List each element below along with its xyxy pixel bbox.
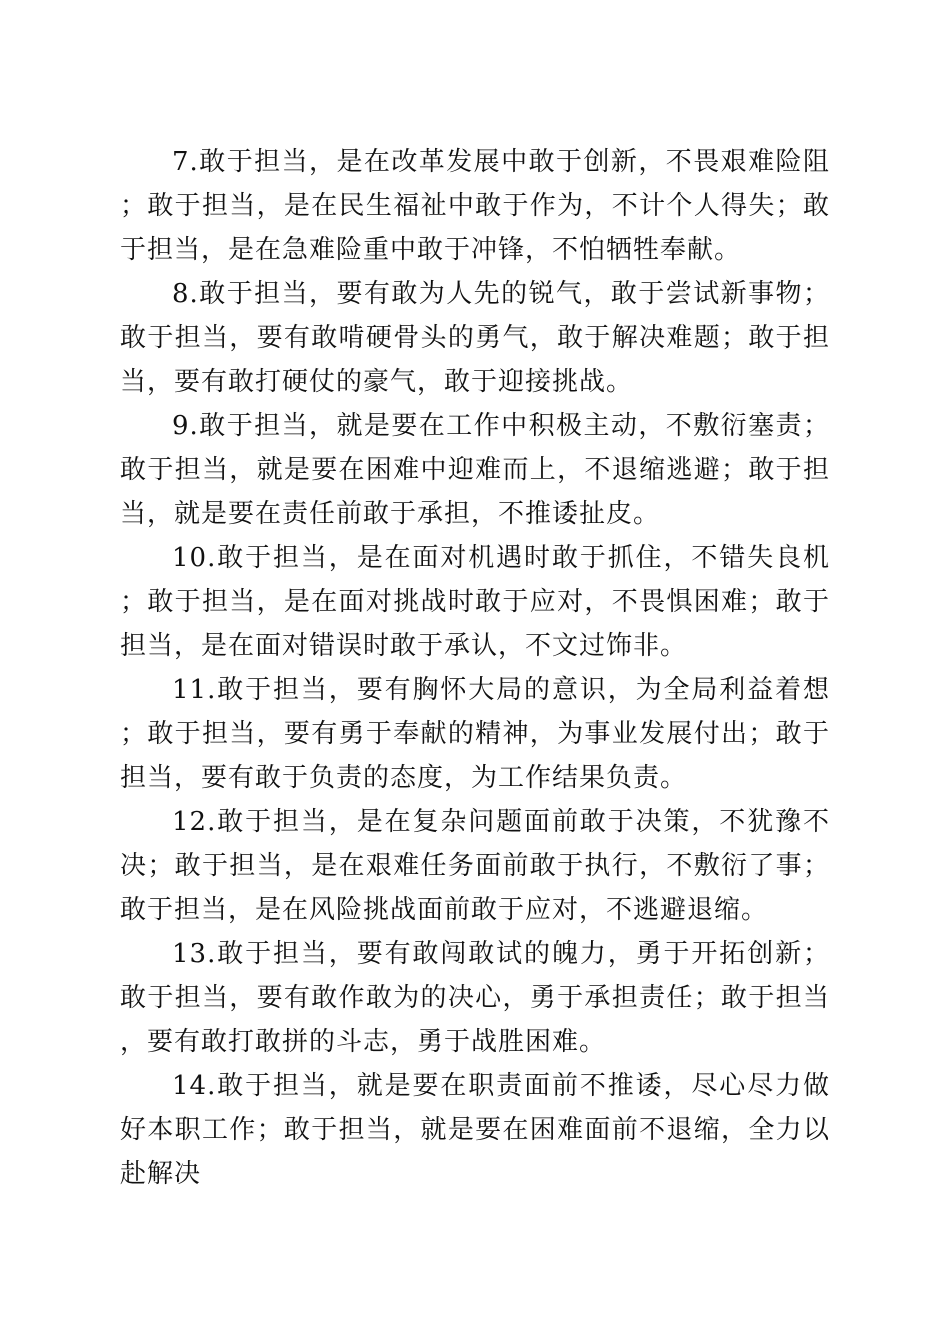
document-body [120, 140, 830, 1196]
paragraph-10: 10.敢于担当，是在面对机遇时敢于抓住，不错失良机；敢于担当，是在面对挑战时敢于应对，不畏惧困难；敢于担当，是在面对错误时敢于承认，不文过饰非。 [120, 543, 830, 661]
paragraph-7: 7.敢于担当，是在改革发展中敢于创新，不畏艰难险阻；敢于担当，是在民生福祉中敢于作为，不计个人得失；敢于担当，是在急难险重中敢于冲锋，不怕牺牲奉献。 [120, 147, 830, 265]
paragraph-12: 12.敢于担当，是在复杂问题面前敢于决策，不犹豫不决；敢于担当，是在艰难任务面前敢于执行，不敷衍了事；敢于担当，是在风险挑战面前敢于应对，不逃避退缩。 [120, 807, 830, 925]
paragraph-9: 9.敢于担当，就是要在工作中积极主动，不敷衍塞责；敢于担当，就是要在困难中迎难而上，不退缩逃避；敢于担当，就是要在责任前敢于承担，不推诿扯皮。 [120, 411, 830, 529]
paragraph-14: 14.敢于担当，就是要在职责面前不推诿，尽心尽力做好本职工作；敢于担当，就是要在困难面前不退缩，全力以赴解决 [120, 1071, 830, 1189]
paragraph-13: 13.敢于担当，要有敢闯敢试的魄力，勇于开拓创新；敢于担当，要有敢作敢为的决心，勇于承担责任；敢于担当，要有敢打敢拼的斗志，勇于战胜困难。 [120, 939, 830, 1057]
paragraph-11: 11.敢于担当，要有胸怀大局的意识，为全局利益着想；敢于担当，要有勇于奉献的精神，为事业发展付出；敢于担当，要有敢于负责的态度，为工作结果负责。 [120, 675, 830, 793]
paragraph-8: 8.敢于担当，要有敢为人先的锐气，敢于尝试新事物；敢于担当，要有敢啃硬骨头的勇气，敢于解决难题；敢于担当，要有敢打硬仗的豪气，敢于迎接挑战。 [120, 279, 830, 397]
